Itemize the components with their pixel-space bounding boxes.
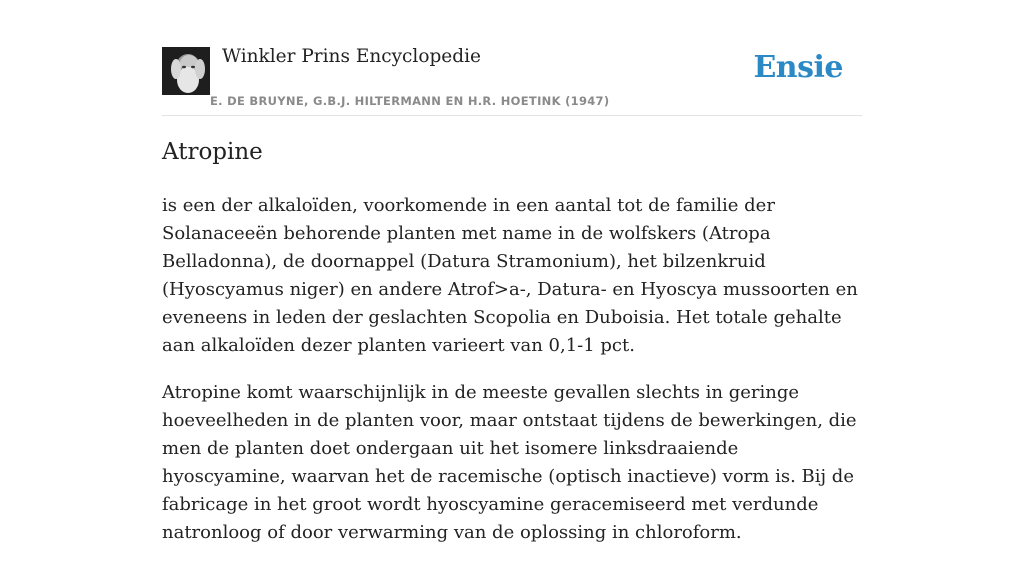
article-title: Atropine xyxy=(162,139,263,165)
bearded-man-portrait-icon xyxy=(162,47,210,95)
source-authors: E. DE BRUYNE, G.B.J. HILTERMANN EN H.R. HOETINK (1947) xyxy=(210,94,610,108)
article-paragraph: Atropine komt waarschijnlijk in de meeste gevallen slechts in geringe hoeveelheden in de planten voor, maar ontstaat tijdens de bewerkingen, die men de planten doet ondergaan uit het isomere linksdraaiende hyoscyamine, waarvan het de racemische (optisch inactieve) vorm is. Bij de fabricage in het groot wordt hyoscyamine geracemiseerd met verdunde natronloog of door verwarming van de oplossing in chloroform. xyxy=(162,382,857,543)
source-title[interactable]: Winkler Prins Encyclopedie xyxy=(222,46,481,67)
source-header xyxy=(162,40,862,116)
ensie-logo[interactable]: Ensie xyxy=(753,50,843,85)
author-avatar[interactable] xyxy=(162,47,210,95)
article-paragraph: is een der alkaloïden, voorkomende in een aantal tot de familie der Solanaceeën behorende planten met name in de wolfskers (Atropa Belladonna), de doornappel (Datura Stramonium), het bilzenkruid (Hyoscyamus niger) en andere Atrof>a-, Datura- en Hyoscya mussoorten en eveneens in leden der geslachten Scopolia en Duboisia. Het totale gehalte aan alkaloïden dezer planten varieert van 0,1-1 pct. xyxy=(162,195,858,356)
article-body xyxy=(162,192,862,566)
